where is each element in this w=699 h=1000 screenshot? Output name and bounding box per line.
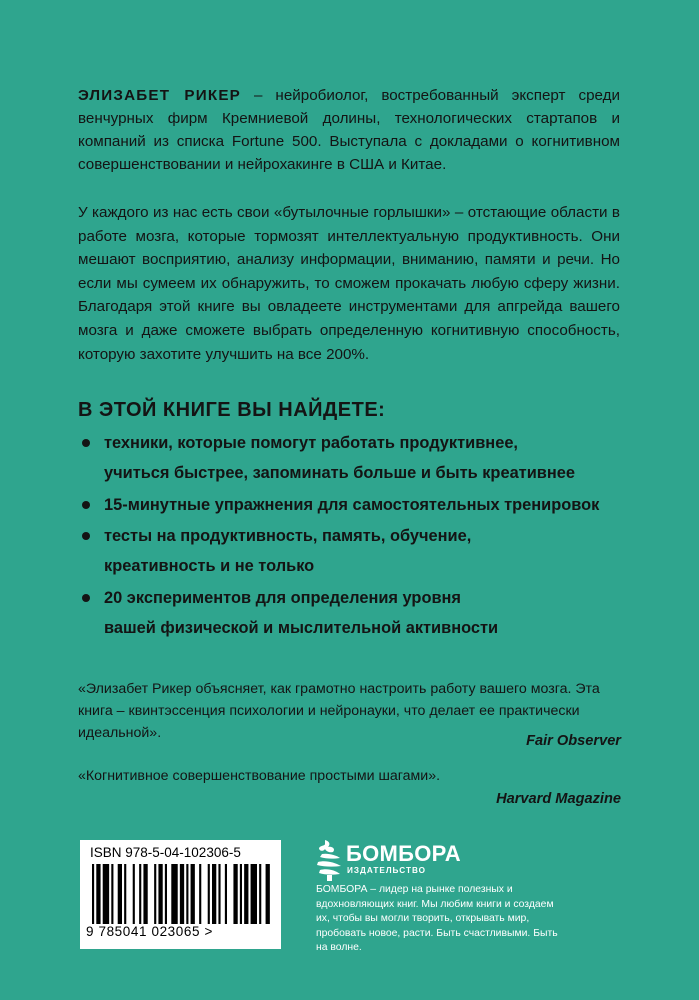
publisher-subtitle: ИЗДАТЕЛЬСТВО — [347, 866, 427, 875]
bullet-icon — [82, 594, 90, 602]
publisher-blurb: БОМБОРА – лидер на рынке полезных и вдохновляющих книг. Мы любим книги и создаем их, чтобы вы могли творить, открывать мир, пробовать новое, расти. Быть счастливыми. Быть на волне. — [316, 884, 558, 954]
feature-item — [104, 490, 644, 520]
barcode-panel — [80, 840, 281, 949]
book-description: У каждого из нас есть свои «бутылочные горлышки» – отстающие области в работе мозга, которые тормозят интеллектуальную продуктивность. Они мешают восприятию, анализу информации, вниманию, памяти и речи. Но если мы сумеем их обнаружить, то сможем прокачать любую сферу жизни. Благодаря этой книге вы овладеете инструментами для апгрейда вашего мозга и даже сможете выбрать определенную когнитивную способность, которую захотите улучшить на все 200%. — [78, 204, 620, 363]
feature-line: учиться быстрее, запоминать больше и быть креативнее — [104, 464, 575, 482]
feature-line: 20 экспериментов для определения уровня — [104, 589, 462, 607]
bullet-icon — [82, 439, 90, 447]
feature-line: 15-минутные упражнения для самостоятельных тренировок — [104, 496, 600, 514]
feature-line: вашей физической и мыслительной активности — [104, 619, 499, 637]
isbn-label: ISBN 978-5-04-102306-5 — [90, 845, 241, 860]
bullet-icon — [82, 532, 90, 540]
author-bio — [78, 84, 620, 176]
publisher-logo-icon — [316, 838, 342, 882]
feature-item — [104, 428, 644, 488]
feature-item — [104, 521, 644, 581]
barcode-icon — [92, 864, 272, 924]
feature-line: тесты на продуктивность, память, обучение, — [104, 527, 472, 545]
barcode-digits: 9 785041 023065 > — [86, 924, 213, 939]
feature-line: техники, которые помогут работать продуктивнее, — [104, 434, 518, 452]
publisher-name: БОМБОРА — [346, 841, 461, 866]
bullet-icon — [82, 501, 90, 509]
review-quote: «Когнитивное совершенствование простыми шагами». — [78, 768, 441, 784]
author-bio-text: – нейробиолог, востребованный эксперт среди венчурных фирм Кремниевой долины, технологических стартапов и компаний из списка Fortune 500. Выступала с докладами о когнитивном совершенствовании и нейрохакинге в США и Китае. — [78, 87, 620, 173]
review-source: Harvard Magazine — [496, 791, 621, 807]
feature-item — [104, 583, 644, 643]
feature-line: креативность и не только — [104, 557, 315, 575]
features-heading: В ЭТОЙ КНИГЕ ВЫ НАЙДЕТЕ: — [78, 399, 386, 421]
author-name: ЭЛИЗАБЕТ РИКЕР — [78, 87, 241, 104]
review-quote: «Элизабет Рикер объясняет, как грамотно настроить работу вашего мозга. Эта книга – квинтэссенция психологии и нейронауки, что делает ее практически идеальной». — [78, 681, 600, 741]
review-source: Fair Observer — [526, 733, 621, 749]
